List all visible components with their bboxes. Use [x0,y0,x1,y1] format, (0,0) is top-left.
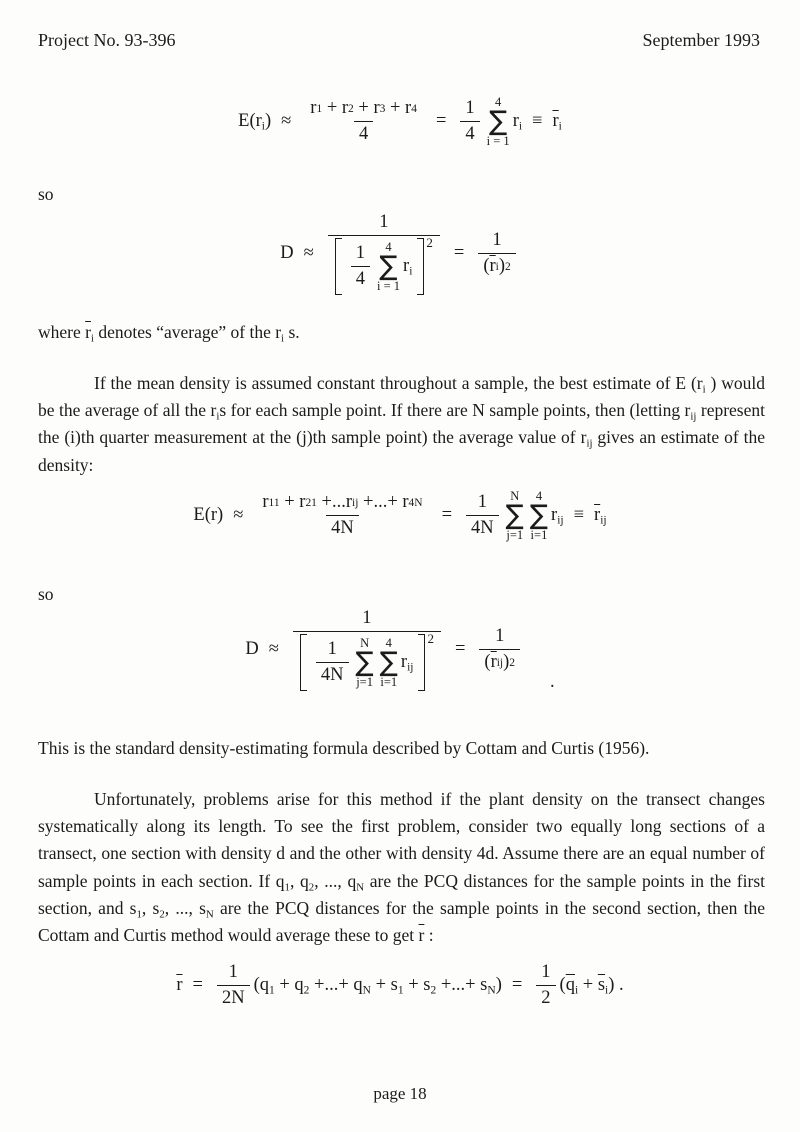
equation-expected-ri [0,96,800,147]
eq5-rhs: $(\overline{q}_i + \overline{s}_i)$ . [559,975,624,997]
page-number: page 18 [373,1084,427,1103]
connector-so: so [38,184,54,204]
eq5-body: ($q_1 + q_2$ +...+ $q_N + s_1 + s_2$ +...+ $s_N$) [253,975,502,997]
approx-sign: ≈ [268,639,279,660]
eq4-rhs-fraction: 1 ( $\overline{r}$ ij ) 2 [479,626,520,673]
left-bracket [335,238,342,295]
summation: 4 ∑ i = 1 [486,95,510,148]
eq3-coefficient: $\frac{1}{4N}$ [466,492,499,539]
equals-sign: = [441,505,453,526]
sigma-symbol: ∑ [379,646,398,678]
eq1-rhs: $\overline{r}_i$ [552,111,562,133]
bracket-exponent: 2 [427,631,434,646]
equals-sign: = [192,975,203,995]
eq1-coefficient: $\frac{1}{4}$ [460,98,479,145]
project-number: Project No. 93-396 [38,30,176,50]
eq3-operand: $r_{ij}$ [551,505,564,527]
sigma-symbol: ∑ [529,499,549,531]
equation-average-r [0,962,800,1009]
connector-so: so [38,584,54,604]
bracketed-double-sum: $\frac{1}{4N}$ N ∑ j=1 4 ∑ i=1 $r_{ij}$ 2 [300,634,434,691]
summation-outer: N ∑ j=1 [505,489,524,542]
eq5-lhs: $\overline{r}$ [176,975,183,995]
approx-sign: ≈ [303,243,314,264]
equation-density-single [0,212,800,295]
approx-sign: ≈ [281,111,292,132]
right-bracket [418,634,425,691]
equals-sign: = [435,111,447,132]
cottam-curtis-note: This is the standard density-estimating formula described by Cottam and Curtis (1956). [38,738,650,758]
eq4-main-fraction: 1 $\frac{1}{4N}$ N ∑ j=1 4 ∑ i=1 $r_{ij}$ 2 [293,608,441,691]
equation-expected-r [0,490,800,541]
sigma-symbol: ∑ [489,105,508,137]
eq1-lhs: $E(r_i)$ [238,111,272,133]
eq5-half: $\frac{1}{2}$ [536,962,555,1009]
summation-inner: 4 ∑ i=1 [529,489,549,542]
bracketed-sum: $\frac{1}{4}$ 4 ∑ i = 1 $r_i$ 2 [335,238,433,295]
eq4-operand: $r_{ij}$ [400,652,414,674]
equals-sign: = [511,975,523,995]
eq2-operand: $r_i$ [403,256,413,278]
eq2-rhs-fraction: 1 ( $\overline{r}$ i ) 2 [478,230,515,277]
equals-sign: = [454,639,466,660]
where-note: where $\overline{r}_i$ denotes “average” of the $r_i$ s. [38,322,300,345]
sigma-symbol: ∑ [355,646,374,678]
equiv-sign: ≡ [573,505,585,526]
eq3-lhs: E(r) [193,505,224,526]
equals-sign: = [453,243,465,264]
paragraph-problems: Unfortunately, problems arise for this method if the plant density on the transect changes systematically along its length. To see the first problem, consider two equally long sections of a transect, one section with density d and the other with density 4d. Assume there are an equal number of sample points in each section. If $q_1$, $q_2$, ..., $q_N$ are the PCQ distances for the sample points in the first section, and $s_1$, $s_2$, ..., $s_N$ are the PCQ distances for the sample points in the second section, then the Cottam and Curtis method would average these to get $\overline{r}$ : [38,789,766,946]
summation-inner: 4 ∑ i=1 [379,636,398,689]
eq3-fraction: r 11 + r 21 +...r ij +...+ r 4N 4N [262,492,423,539]
eq1-fraction [305,98,422,145]
equation-density-standard [0,608,800,691]
bracket-exponent: 2 [426,235,433,250]
eq1-denominator: 4 [354,121,373,145]
approx-sign: ≈ [233,505,244,526]
summation: 4 ∑ i = 1 [377,240,401,293]
eq1-operand: $r_i$ [512,111,523,133]
right-bracket [417,238,424,295]
eq2-main-fraction: 1 $\frac{1}{4}$ 4 ∑ i = 1 $r_i$ 2 [328,212,440,295]
eq4-lhs: D [245,639,259,660]
equiv-sign: ≡ [532,111,543,132]
summation-outer: N ∑ j=1 [355,636,374,689]
eq3-rhs: $\overline{r}_{ij}$ [594,505,607,527]
paragraph-mean-density: If the mean density is assumed constant throughout a sample, the best estimate of E ($r_i$ ) would be the average of all the $r_is$ for each sample point. If there are N sample points, then (letting $r_{ij}$ represent the (i)th quarter measurement at the (j)th sample point) the average value of $r_{ij}$ gives an estimate of the density: [38,373,766,475]
sigma-symbol: ∑ [505,499,524,531]
eq2-lhs: D [280,243,294,264]
sigma-symbol: ∑ [379,250,398,282]
left-bracket [300,634,307,691]
sentence-period: . [550,672,555,693]
header-date: September 1993 [642,30,760,50]
eq5-coefficient: $\frac{1}{2N}$ [217,962,250,1009]
eq1-numerator: r 1 + r 2 + r 3 + r 4 [310,98,417,119]
